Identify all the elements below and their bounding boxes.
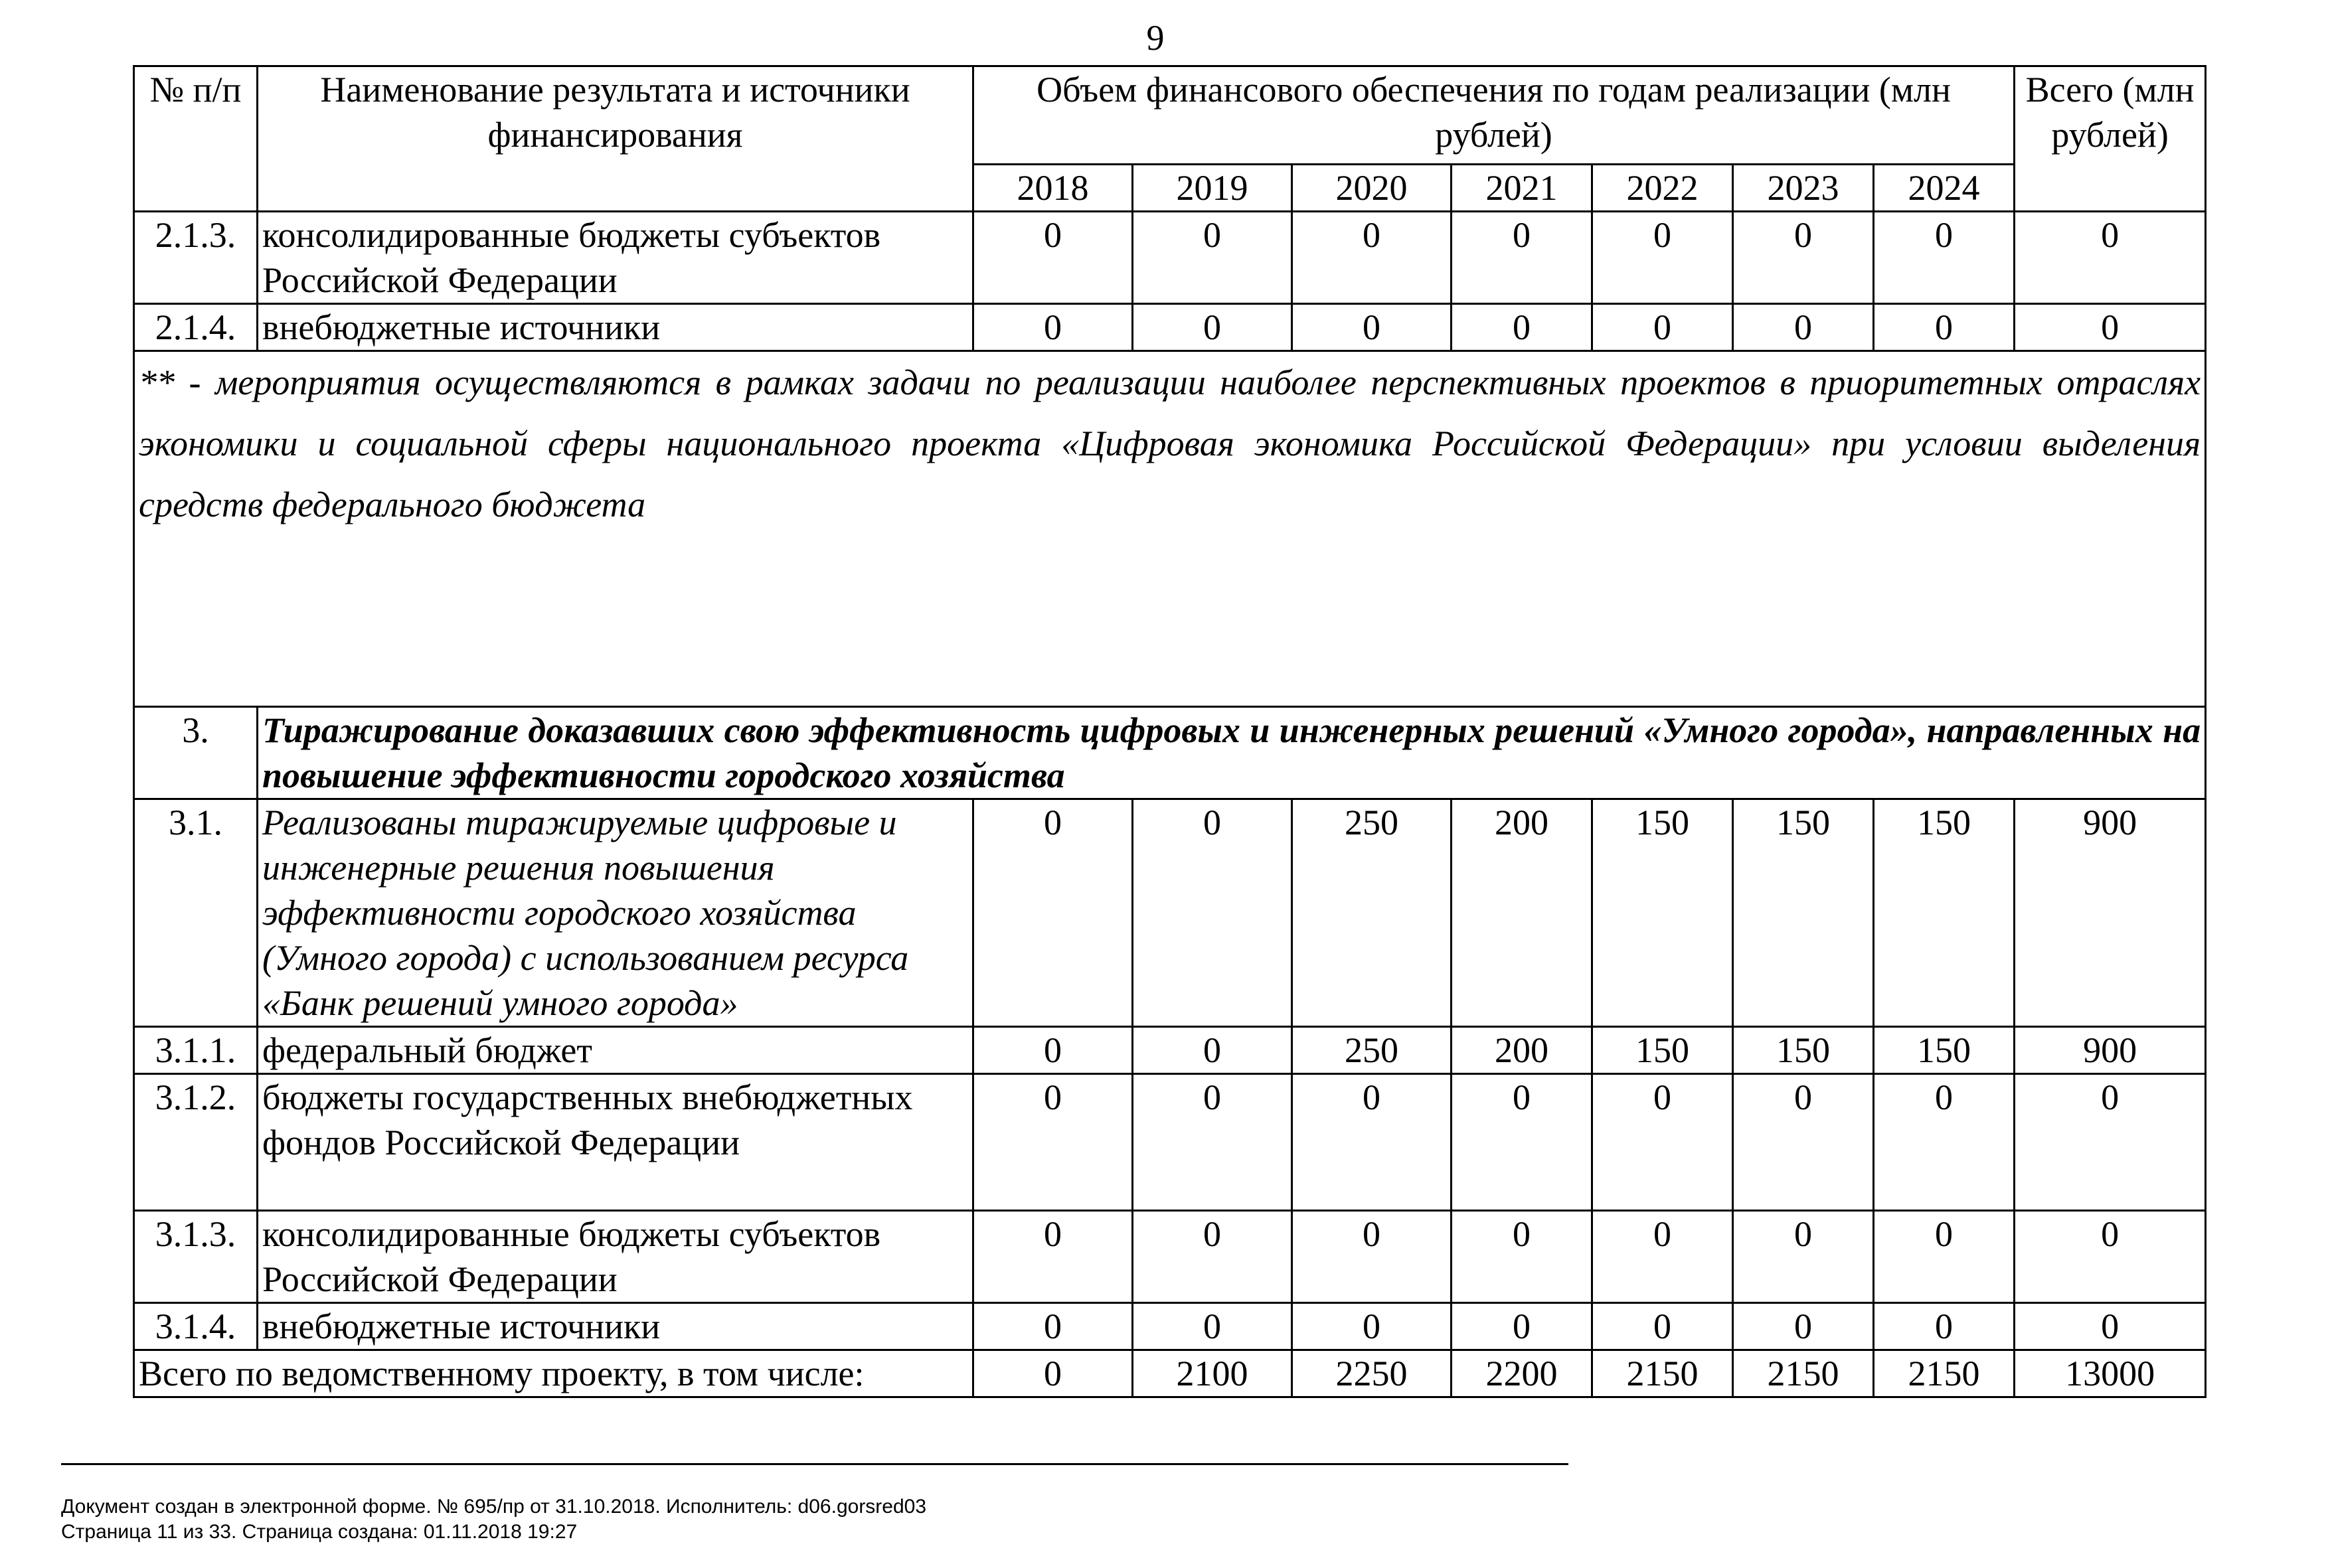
value-cell: 2150 [1733,1350,1874,1397]
row-number: 2.1.4. [134,304,258,351]
row-name: внебюджетные источники [258,304,973,351]
value-cell: 0 [1874,304,2015,351]
value-cell: 0 [1133,1074,1292,1211]
footnote-text: ** - мероприятия осуществляются в рамках задачи по реализации наиболее перспективных проектов в приоритетных отраслях экономики и социальной сферы национального проекта «Цифровая экономика Российской Федерации» при условии выделения средств федерального бюджета [134,351,2206,707]
value-cell: 0 [1733,212,1874,304]
financing-table [133,65,2206,1398]
value-cell: 150 [1874,799,2015,1027]
row-number: 3.1.2. [134,1074,258,1211]
value-cell: 0 [973,1074,1133,1211]
value-cell: 0 [1133,1211,1292,1303]
value-cell: 0 [1452,1303,1592,1350]
value-cell: 0 [1133,212,1292,304]
value-cell: 0 [973,799,1133,1027]
row-number: 2.1.3. [134,212,258,304]
row-name: внебюджетные источники [258,1303,973,1350]
table-row [134,212,2206,304]
total-cell: 0 [2015,304,2206,351]
note-row [134,351,2206,707]
row-name: Реализованы тиражируемые цифровые и инженерные решения повышения эффективности городского хозяйства (Умного города) с использованием ресурса «Банк решений умного города» [258,799,973,1027]
row-name: бюджеты государственных внебюджетных фондов Российской Федерации [258,1074,973,1211]
table-row [134,799,2206,1027]
table-row [134,1074,2206,1211]
value-cell: 2250 [1292,1350,1452,1397]
value-cell: 0 [1133,1303,1292,1350]
header-num: № п/п [134,66,258,212]
value-cell: 0 [973,1303,1133,1350]
value-cell: 200 [1452,799,1592,1027]
row-name: федеральный бюджет [258,1027,973,1074]
table-row [134,304,2206,351]
value-cell: 0 [973,304,1133,351]
value-cell: 0 [1733,304,1874,351]
value-cell: 0 [1452,1211,1592,1303]
value-cell: 2100 [1133,1350,1292,1397]
year-cell: 2019 [1133,165,1292,212]
footer-document-info: Документ создан в электронной форме. № 695/пр от 31.10.2018. Исполнитель: d06.gorsred03 [61,1496,927,1518]
year-cell: 2022 [1592,165,1733,212]
total-cell: 900 [2015,1027,2206,1074]
row-number: 3.1. [134,799,258,1027]
value-cell: 250 [1292,1027,1452,1074]
value-cell: 0 [1592,212,1733,304]
value-cell: 0 [973,1211,1133,1303]
section-number: 3. [134,707,258,799]
row-number: 3.1.4. [134,1303,258,1350]
value-cell: 0 [973,212,1133,304]
value-cell: 0 [1592,1074,1733,1211]
value-cell: 0 [1874,1211,2015,1303]
table-row [134,1027,2206,1074]
value-cell: 150 [1733,799,1874,1027]
value-cell: 0 [1292,1211,1452,1303]
value-cell: 2150 [1874,1350,2015,1397]
value-cell: 0 [1592,304,1733,351]
value-cell: 0 [973,1027,1133,1074]
total-cell: 0 [2015,1303,2206,1350]
table-row [134,1303,2206,1350]
value-cell: 0 [1592,1303,1733,1350]
grand-total-label: Всего по ведомственному проекту, в том числе: [134,1350,973,1397]
year-cell: 2020 [1292,165,1452,212]
row-number: 3.1.1. [134,1027,258,1074]
value-cell: 0 [973,1350,1133,1397]
value-cell: 2150 [1592,1350,1733,1397]
value-cell: 0 [1874,1074,2015,1211]
total-cell: 900 [2015,799,2206,1027]
year-cell: 2018 [973,165,1133,212]
header-total: Всего (млн рублей) [2015,66,2206,212]
grand-total-cell: 13000 [2015,1350,2206,1397]
value-cell: 0 [1133,304,1292,351]
year-cell: 2021 [1452,165,1592,212]
value-cell: 0 [1733,1211,1874,1303]
value-cell: 0 [1874,212,2015,304]
value-cell: 0 [1733,1303,1874,1350]
value-cell: 0 [1592,1211,1733,1303]
section-title: Тиражирование доказавших свою эффективность цифровых и инженерных решений «Умного города», направленных на повышение эффективности городского хозяйства [258,707,2206,799]
value-cell: 250 [1292,799,1452,1027]
row-name: консолидированные бюджеты субъектов Российской Федерации [258,212,973,304]
value-cell: 0 [1292,212,1452,304]
page-number: 9 [1146,18,1165,58]
row-number: 3.1.3. [134,1211,258,1303]
value-cell: 0 [1133,1027,1292,1074]
section-row [134,707,2206,799]
header-volume: Объем финансового обеспечения по годам реализации (млн рублей) [973,66,2015,165]
footer-page-info: Страница 11 из 33. Страница создана: 01.11.2018 19:27 [61,1521,578,1543]
row-name: консолидированные бюджеты субъектов Российской Федерации [258,1211,973,1303]
value-cell: 0 [1452,1074,1592,1211]
value-cell: 150 [1874,1027,2015,1074]
value-cell: 150 [1592,1027,1733,1074]
value-cell: 150 [1592,799,1733,1027]
value-cell: 0 [1292,1074,1452,1211]
footer-divider [61,1463,1568,1465]
value-cell: 0 [1874,1303,2015,1350]
header-name: Наименование результата и источники финансирования [258,66,973,212]
value-cell: 0 [1133,799,1292,1027]
total-cell: 0 [2015,1074,2206,1211]
total-cell: 0 [2015,212,2206,304]
header-row [134,66,2206,165]
value-cell: 150 [1733,1027,1874,1074]
year-cell: 2023 [1733,165,1874,212]
grand-total-row [134,1350,2206,1397]
value-cell: 0 [1292,304,1452,351]
value-cell: 2200 [1452,1350,1592,1397]
value-cell: 0 [1452,212,1592,304]
value-cell: 0 [1292,1303,1452,1350]
year-cell: 2024 [1874,165,2015,212]
value-cell: 200 [1452,1027,1592,1074]
value-cell: 0 [1733,1074,1874,1211]
value-cell: 0 [1452,304,1592,351]
table-row [134,1211,2206,1303]
total-cell: 0 [2015,1211,2206,1303]
